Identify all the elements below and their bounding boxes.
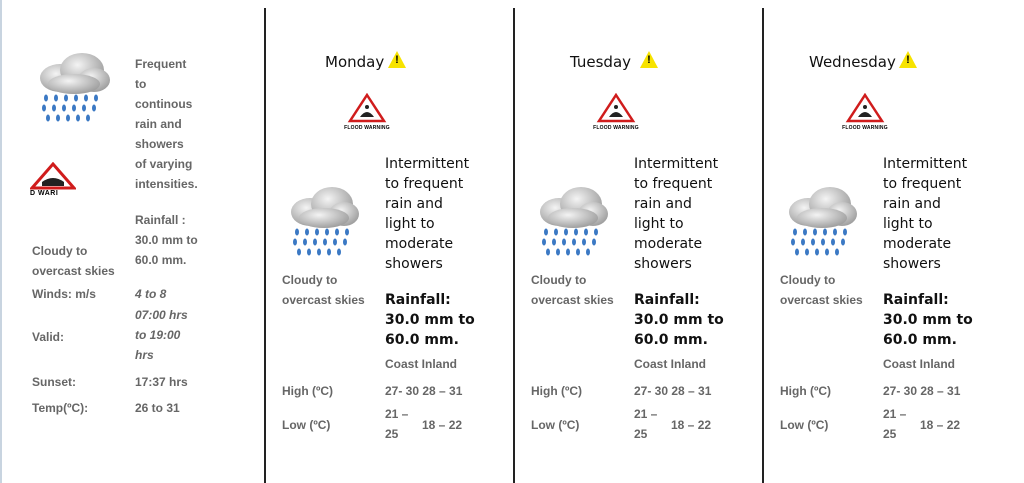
valid-value: 07:00 hrs [135,308,188,322]
forecast-line: showers [883,256,941,272]
rainfall-value: 30.0 mm to [135,233,198,247]
low-coast-line: 21 – [634,407,658,421]
forecast-line: to frequent [883,176,962,192]
rainfall-line: 30.0 mm to [883,312,973,328]
low-coast-line: 21 – [385,407,409,421]
low-coast [385,404,425,444]
rain-cloud-icon [537,186,609,262]
forecast-line: Intermittent [883,156,968,172]
day-column-monday [266,0,513,483]
rainfall-line: Rainfall: [385,292,451,308]
forecast-line: to frequent [385,176,464,192]
low-inland: 18 – 22 [920,418,961,432]
low-coast-line: 21 – [883,407,907,421]
high-value: 27- 30 28 – 31 [883,384,961,398]
flood-warning-icon [593,93,639,123]
sky-label: overcast skies [282,293,365,307]
day-name: Tuesday [570,53,632,71]
forecast-line: light to [385,216,435,232]
low-coast-line: 25 [634,427,648,441]
low-coast-line: 25 [385,427,399,441]
desc-line: Frequent [135,57,187,71]
sunset-label: Sunset: [32,375,77,389]
valid-value: hrs [135,348,154,362]
today-description [135,54,215,194]
rainfall-line: 30.0 mm to [385,312,475,328]
sunset-value: 17:37 hrs [135,375,188,389]
flood-warning-text: FLOOD WARNING [842,125,888,131]
region-label: Coast Inland [385,357,458,371]
sky-label: Cloudy to [32,244,88,258]
forecast-line: showers [385,256,443,272]
desc-line: intensities. [135,177,198,191]
forecast-text [385,154,495,274]
forecast-line: rain and [385,196,443,212]
rain-cloud-icon [288,186,360,262]
high-label: High (ºC) [531,384,583,398]
rainfall-label: Rainfall : [135,213,186,227]
low-label: Low (ºC) [531,418,580,432]
desc-line: rain and [135,117,182,131]
forecast-text [634,154,744,274]
rainfall-block [385,290,495,350]
day-name: Wednesday [809,53,896,71]
forecast-line: moderate [385,236,454,252]
warning-icon [640,51,658,68]
forecast-text [883,154,993,274]
forecast-line: moderate [634,236,703,252]
rainfall-line: 60.0 mm. [883,332,957,348]
high-value: 27- 30 28 – 31 [385,384,463,398]
today-sky [32,241,132,281]
region-label: Coast Inland [883,357,956,371]
region-label: Coast Inland [634,357,707,371]
flood-warning-text: D WARI [30,190,59,197]
warning-symbol: ! [906,54,910,66]
forecast-line: rain and [883,196,941,212]
high-value: 27- 30 28 – 31 [634,384,712,398]
warning-icon [899,51,917,68]
rainfall-value: 60.0 mm. [135,253,187,267]
forecast-line: rain and [634,196,692,212]
forecast-line: light to [883,216,933,232]
low-inland: 18 – 22 [671,418,712,432]
low-label: Low (ºC) [780,418,829,432]
sky-label: overcast skies [32,264,115,278]
sky-label: Cloudy to [780,273,836,287]
low-coast-line: 25 [883,427,897,441]
desc-line: to [135,77,147,91]
rainfall-line: 60.0 mm. [385,332,459,348]
desc-line: continous [135,97,193,111]
winds-value: 4 to 8 [135,287,167,301]
valid-label: Valid: [32,330,65,344]
sky-label: overcast skies [531,293,614,307]
forecast-line: moderate [883,236,952,252]
forecast-line: showers [634,256,692,272]
rainfall-line: 30.0 mm to [634,312,724,328]
high-label: High (ºC) [780,384,832,398]
low-inland: 18 – 22 [422,418,463,432]
temp-value: 26 to 31 [135,401,180,415]
sky-description [531,270,631,310]
low-coast [883,404,923,444]
rainfall-line: Rainfall: [634,292,700,308]
valid-values [135,305,215,365]
flood-warning-icon [842,93,888,123]
sky-label: overcast skies [780,293,863,307]
today-rainfall [135,210,215,270]
rainfall-line: Rainfall: [883,292,949,308]
flood-warning-icon [30,162,76,190]
warning-symbol: ! [395,54,399,66]
day-column-wednesday [764,0,1011,483]
rainfall-line: 60.0 mm. [634,332,708,348]
warning-symbol: ! [647,54,651,66]
flood-warning-icon [344,93,390,123]
desc-line: of varying [135,157,193,171]
forecast-line: Intermittent [634,156,719,172]
winds-label: Winds: m/s [32,287,96,301]
sky-label: Cloudy to [282,273,338,287]
rainfall-block [634,290,744,350]
flood-warning-text: FLOOD WARNING [344,125,390,131]
page-left-border [0,0,2,483]
rain-cloud-icon [36,52,112,128]
day-name: Monday [325,53,385,71]
day-column-tuesday [515,0,762,483]
low-coast [634,404,674,444]
flood-warning-text: FLOOD WARNING [593,125,639,131]
forecast-line: Intermittent [385,156,470,172]
sky-label: Cloudy to [531,273,587,287]
sky-description [780,270,880,310]
temp-label: Temp(ºC): [32,401,89,415]
low-label: Low (ºC) [282,418,331,432]
desc-line: showers [135,137,184,151]
forecast-line: light to [634,216,684,232]
high-label: High (ºC) [282,384,334,398]
warning-icon [388,51,406,68]
forecast-line: to frequent [634,176,713,192]
rain-cloud-icon [786,186,858,262]
sky-description [282,270,382,310]
valid-value: to 19:00 [135,328,181,342]
rainfall-block [883,290,993,350]
